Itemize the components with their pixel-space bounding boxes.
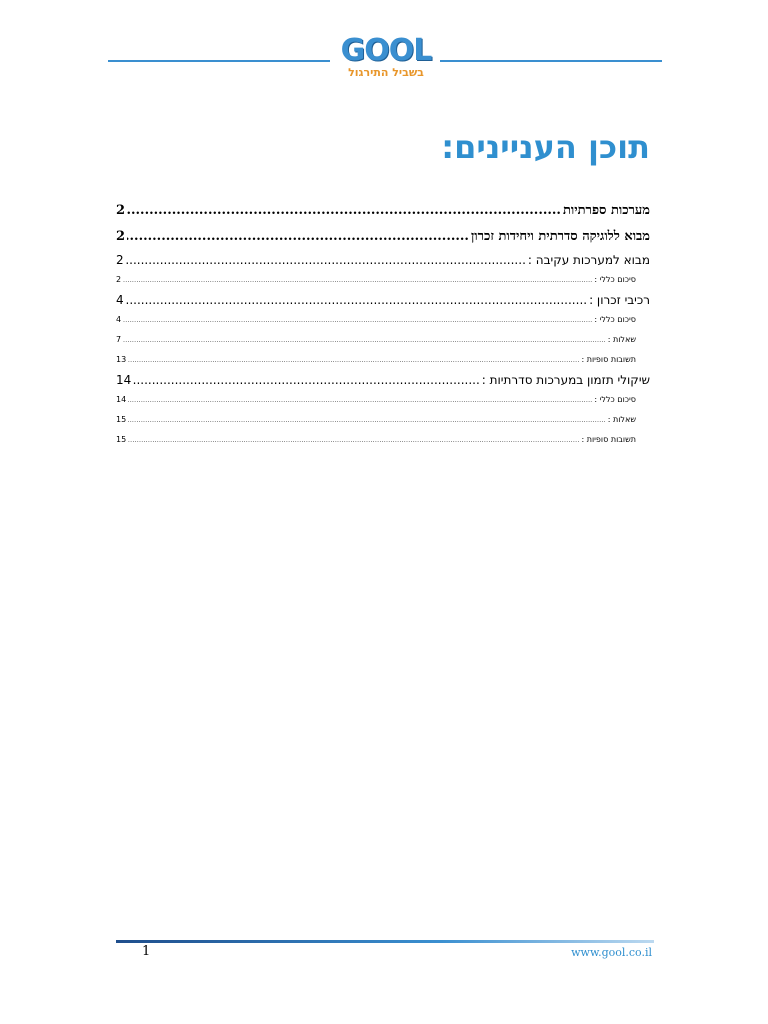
toc-entry-label: שיקולי תזמון במערכות סדרתיות : (481, 373, 650, 387)
toc-entry-label: סיכום כללי : (594, 275, 636, 284)
toc-leader-dots (123, 330, 606, 350)
toc-entry[interactable] (116, 410, 650, 430)
toc-entry-page: 15 (116, 415, 127, 424)
toc-entry-label: מערכות ספרתיות (562, 203, 650, 218)
toc-entry-label: שאלות : (607, 335, 636, 344)
toc-leader-dots (123, 270, 592, 290)
toc-entry-page: 14 (116, 395, 127, 404)
toc-leader-dots (128, 410, 606, 430)
toc-entry[interactable] (116, 290, 650, 310)
toc-entry-label: מבוא למערכות עקיבה : (527, 253, 650, 267)
toc-entry-page: 4 (116, 293, 124, 307)
toc-entry-label: מבוא ללוגיקה סדרתית ויחידות זכרון (470, 229, 650, 244)
toc-entry[interactable] (116, 310, 650, 330)
header-divider-right (440, 60, 662, 62)
toc-entry-page: 14 (116, 373, 132, 387)
toc-entry[interactable] (116, 270, 650, 290)
toc-entry[interactable] (116, 390, 650, 410)
toc-entry-label: רכיבי זכרון : (589, 293, 650, 307)
toc-entry-page: 4 (116, 315, 122, 324)
toc-entry-page: 2 (116, 253, 124, 267)
toc-leader-dots (128, 390, 592, 410)
toc-entry-label: סיכום כללי : (594, 315, 636, 324)
toc-entry-page: 15 (116, 435, 127, 444)
toc-entry-page: 13 (116, 355, 127, 364)
toc-entry[interactable] (116, 350, 650, 370)
toc-leader-dots (126, 250, 526, 270)
toc-leader-dots (133, 370, 480, 390)
logo-tagline: בשביל התירגול (348, 66, 424, 79)
toc-entry[interactable] (116, 430, 650, 450)
toc-entry[interactable] (116, 250, 650, 270)
toc-leader-dots (128, 350, 579, 370)
page-title: תוכן העניינים: (441, 128, 650, 166)
table-of-contents (116, 198, 650, 450)
logo-text: GOOL (340, 33, 432, 68)
toc-entry-page: 7 (116, 335, 122, 344)
toc-entry-label: סיכום כללי : (594, 395, 636, 404)
toc-entry-label: שאלות : (607, 415, 636, 424)
header-divider-left (108, 60, 330, 62)
gool-logo (336, 33, 436, 82)
toc-entry[interactable] (116, 224, 650, 250)
toc-entry[interactable] (116, 330, 650, 350)
footer-divider (116, 940, 654, 943)
toc-entry-page: 2 (116, 275, 122, 284)
footer-url-link[interactable]: www.gool.co.il (571, 946, 652, 959)
toc-leader-dots (127, 224, 469, 250)
toc-entry[interactable] (116, 370, 650, 390)
toc-entry[interactable] (116, 198, 650, 224)
toc-leader-dots (127, 198, 561, 224)
toc-leader-dots (128, 430, 579, 450)
toc-entry-label: תשובות סופיות : (581, 355, 636, 364)
toc-entry-label: תשובות סופיות : (581, 435, 636, 444)
toc-leader-dots (123, 310, 592, 330)
page-number: 1 (142, 944, 151, 959)
toc-entry-page: 2 (116, 229, 126, 244)
toc-leader-dots (126, 290, 587, 310)
toc-entry-page: 2 (116, 203, 126, 218)
